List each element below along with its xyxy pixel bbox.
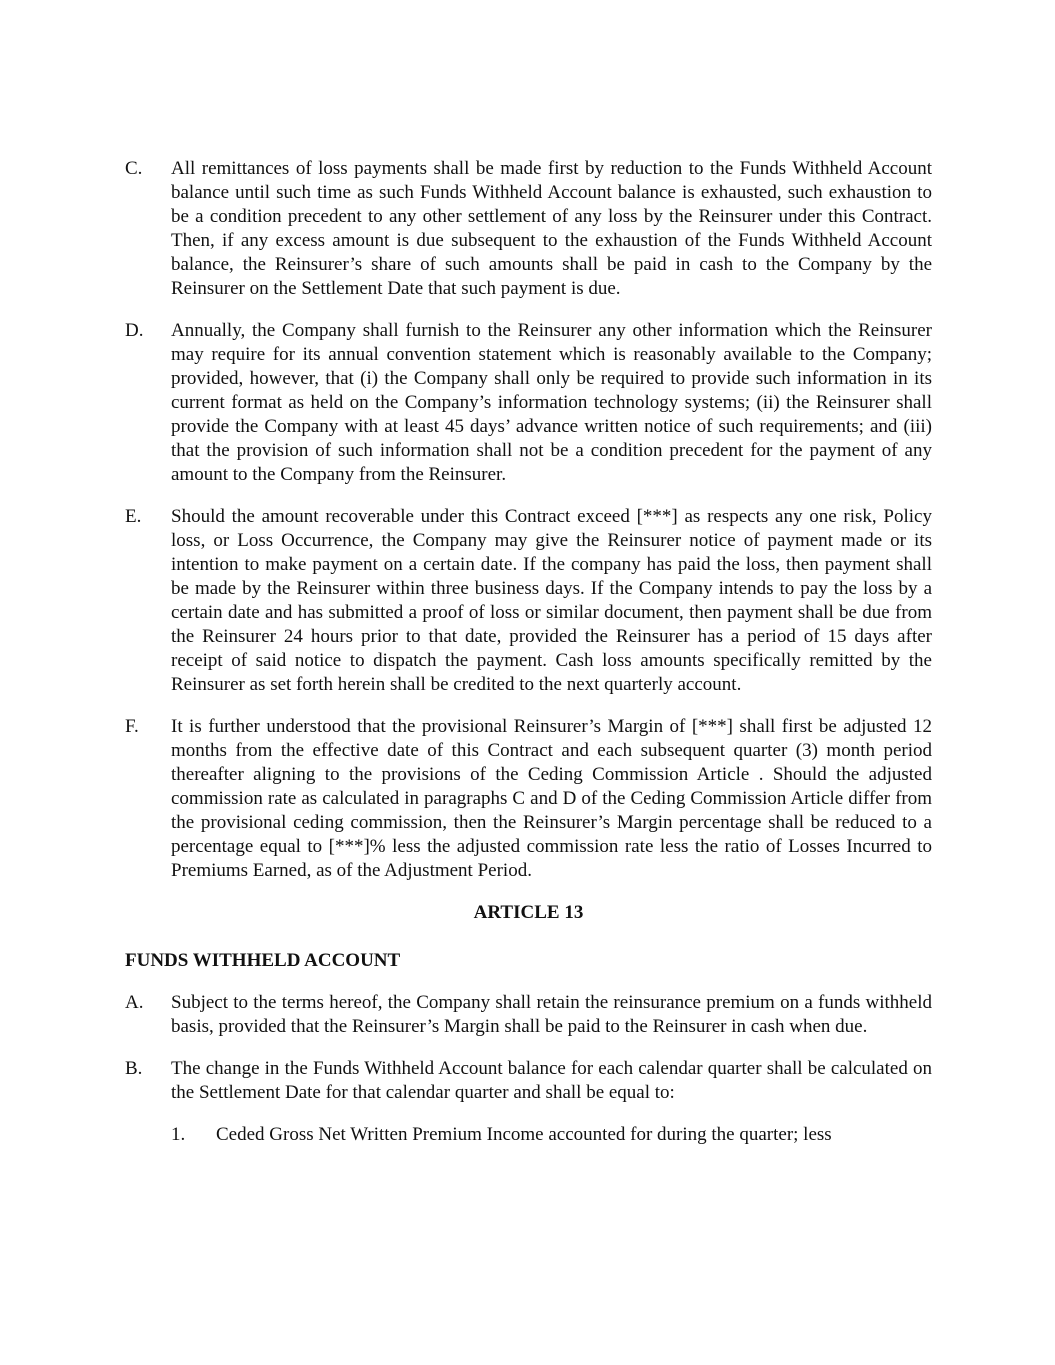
paragraph-label: D. (125, 320, 144, 341)
paragraph-d (125, 319, 932, 487)
paragraph-label: C. (125, 158, 143, 179)
article-number-heading: ARTICLE 13 (473, 902, 584, 923)
document-page (125, 157, 932, 1165)
paragraph-label: B. (125, 1058, 143, 1079)
paragraph-text: It is further understood that the provisional Reinsurer’s Margin of [***] shall first be adjusted 12 months from the effective date of this Contract and each subsequent quarter (3) month period thereafter aligning to the provisions of the Ceding Commission Article . Should the adjusted commission rate as calculated in paragraphs C and D of the Ceding Commission Article differ from the provisional ceding commission, then the Reinsurer’s Margin percentage shall be reduced to a percentage equal to [***]% less the adjusted commission rate less the ratio of Losses Incurred to Premiums Earned, as of the Adjustment Period. (171, 716, 932, 881)
paragraph-text: Should the amount recoverable under this Contract exceed [***] as respects any one risk, Policy loss, or Loss Occurrence, the Company may give the Reinsurer notice of payment made or its intention to make payment on a certain date. If the company has paid the loss, then payment shall be made by the Reinsurer within three business days. If the Company intends to pay the loss by a certain date and has submitted a proof of loss or similar document, then payment shall be due from the Reinsurer 24 hours prior to that date, provided the Reinsurer has a period of 15 days after receipt of said notice to dispatch the payment. Cash loss amounts specifically remitted by the Reinsurer as set forth herein shall be credited to the next quarterly account. (171, 506, 932, 695)
paragraph-text: Annually, the Company shall furnish to the Reinsurer any other information which the Reinsurer may require for its annual convention statement which is reasonably available to the Company; provided, however, that (i) the Company shall only be required to provide such information in its current format as held on the Company’s information technology systems; (ii) the Reinsurer shall provide the Company with at least 45 days’ advance written notice of such requirements; and (iii) that the provision of such information shall not be a condition precedent for the payment of any amount to the Company from the Reinsurer. (171, 320, 932, 485)
paragraph-label: F. (125, 716, 139, 737)
subitem-text: Ceded Gross Net Written Premium Income accounted for during the quarter; less (216, 1124, 832, 1145)
paragraph-text: The change in the Funds Withheld Account balance for each calendar quarter shall be calculated on the Settlement Date for that calendar quarter and shall be equal to: (171, 1058, 932, 1103)
paragraph-b (125, 1057, 932, 1105)
subitem-1 (171, 1123, 932, 1147)
paragraph-text: All remittances of loss payments shall be made first by reduction to the Funds Withheld Account balance until such time as such Funds Withheld Account balance is exhausted, such exhaustion to be a condition precedent to any other settlement of any loss by the Reinsurer under this Contract. Then, if any excess amount is due subsequent to the exhaustion of the Funds Withheld Account balance, the Reinsurer’s share of such amounts shall be paid in cash to the Company by the Reinsurer on the Settlement Date that such payment is due. (171, 158, 932, 299)
article-title: FUNDS WITHHELD ACCOUNT (125, 950, 401, 971)
paragraph-e (125, 505, 932, 697)
paragraph-label: A. (125, 992, 144, 1013)
paragraph-a (125, 991, 932, 1039)
paragraph-label: E. (125, 506, 142, 527)
paragraph-f (125, 715, 932, 883)
paragraph-text: Subject to the terms hereof, the Company shall retain the reinsurance premium on a funds withheld basis, provided that the Reinsurer’s Margin shall be paid to the Reinsurer in cash when due. (171, 992, 932, 1037)
paragraph-c (125, 157, 932, 301)
subitem-label: 1. (171, 1124, 186, 1145)
